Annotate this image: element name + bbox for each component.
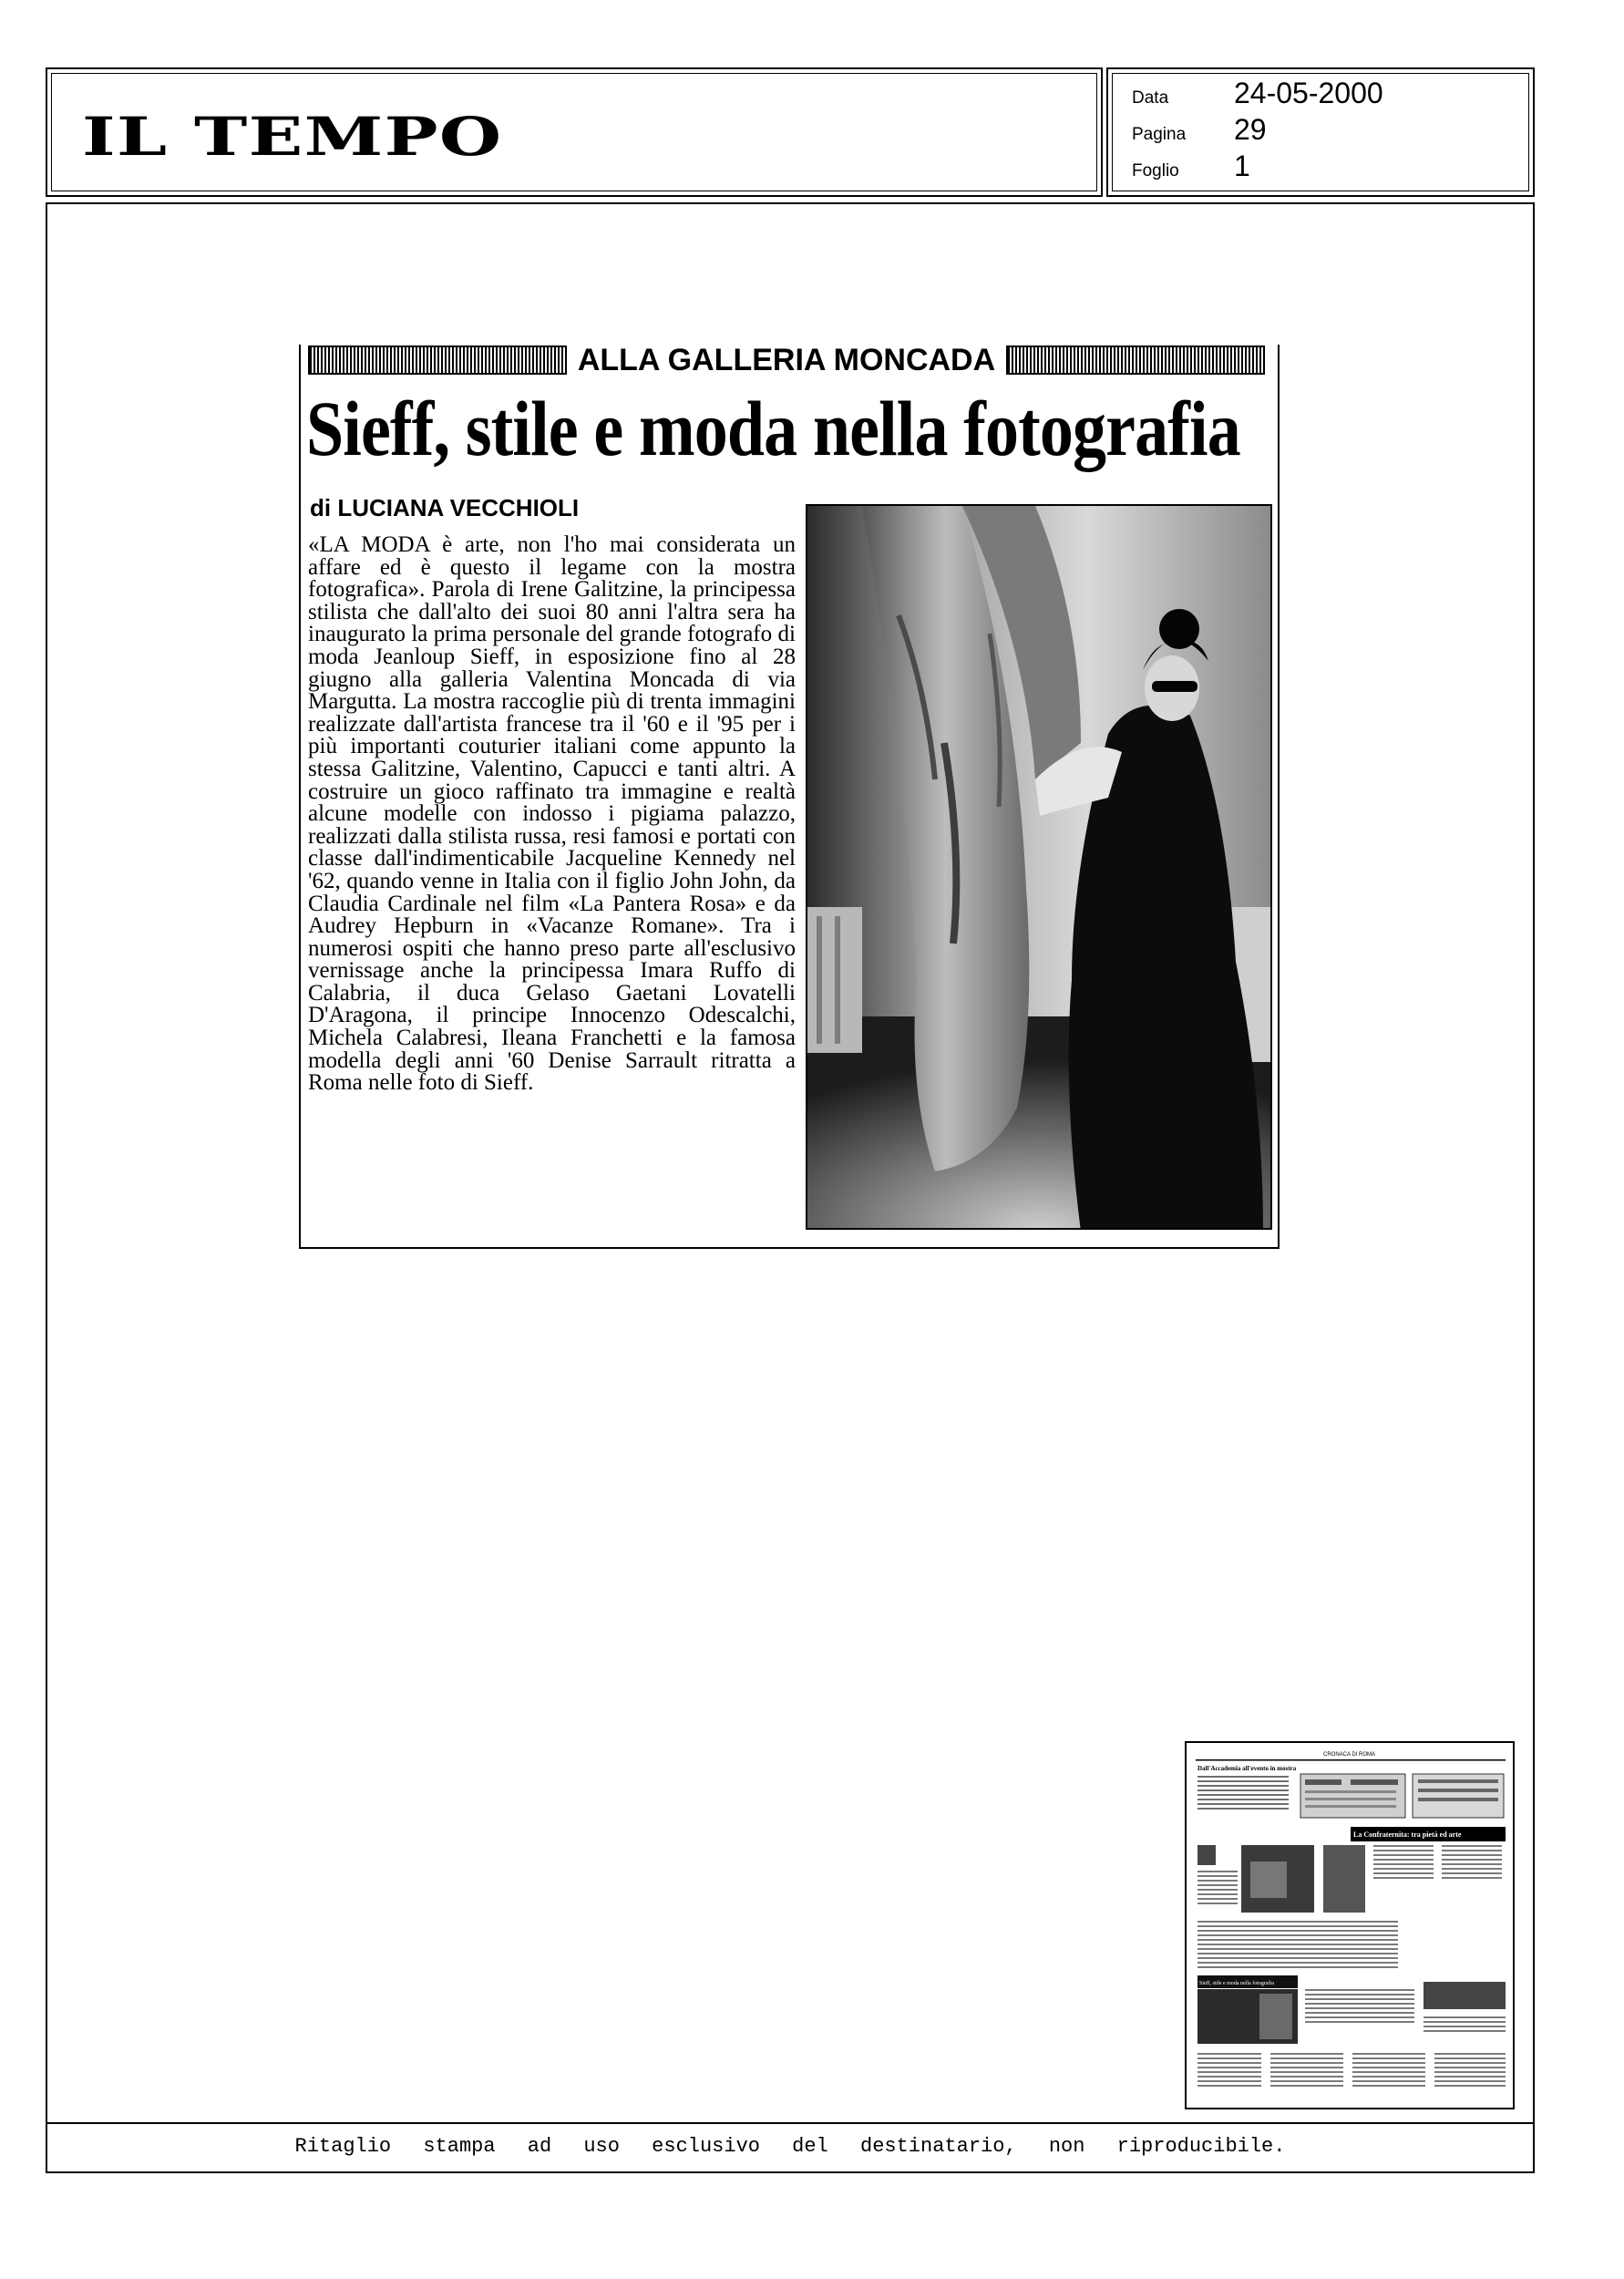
article-kicker: ALLA GALLERIA MONCADA [577,342,996,377]
article-photo [806,504,1272,1230]
thumb-section-label: CRONACA DI ROMA [1323,1752,1376,1758]
article-clipping [299,342,1280,1249]
newspaper-logo [82,106,502,168]
clipping-metadata [1106,67,1535,197]
article-byline: di LUCIANA VECCHIOLI [310,494,580,521]
page-thumbnail [1185,1741,1515,2109]
thumb-story-b: La Confraternita: tra pietà ed arte [1353,1830,1462,1839]
kicker-row [308,342,1265,377]
page-label: Pagina [1132,125,1187,144]
copyright-notice: Ritaglio stampa ad uso esclusivo del destinatario, non riproducibile. [294,2135,1286,2158]
sheet-value: 1 [1234,150,1250,182]
date-value: 24-05-2000 [1234,77,1383,109]
fashion-photo-illustration [807,506,1272,1230]
page-value: 29 [1234,113,1267,146]
kicker-hatch-right [1006,345,1265,375]
page-thumbnail-illustration [1187,1743,1513,2108]
thumb-story-c: Sieff, stile e moda nella fotografia [1199,1981,1274,1986]
page-row [1132,113,1267,147]
logo-text: IL TEMPO [82,106,503,168]
footer-bar [46,2122,1535,2173]
masthead-box [46,67,1103,197]
article-body: «LA MODA è arte, non l'ho mai considerata un affare ed è questo il legame con la mostra fotografica». Parola di Irene Galitzine, la principessa stilista che dall'alto dei suoi 80 anni l'altra sera ha inaugurato la prima personale del grande fotografo di moda Jeanloup Sieff, in esposizione fino al 28 giugno alla galleria Valentina Moncada di via Margutta. La mostra raccoglie più di trenta immagini realizzate dall'artista francese tra il '60 e il '95 per i più importanti couturier italiani come appunto la stessa Galitzine, Valentino, Capucci e tanti altri. A costruire un gioco raffinato tra immagine e realtà alcune modelle con indosso i pigiama palazzo, realizzati dalla stilista russa, resi famosi e portati con classe dall'indimenticabile Jacqueline Kennedy nel '62, quando venne in Italia con il figlio John John, da Claudia Cardinale nel film «La Pantera Rosa» e da Audrey Hepburn in «Vacanze Romane». Tra i numerosi ospiti che hanno preso parte all'esclusivo vernissage anche la principessa Imara Ruffo di Calabria, il duca Gelaso Gaetani Lovatelli D'Aragona, il principe Innocenzo Odescalchi, Michela Calabresi, Ileana Franchetti e la famosa modella degli anni '60 Denise Sarrault ritratta a Roma nelle foto di Sieff. [308,532,796,1096]
sheet-label: Foglio [1132,161,1179,180]
date-row [1132,77,1383,110]
date-label: Data [1132,88,1169,108]
article-headline: Sieff, stile e moda nella fotografia [306,385,1240,472]
kicker-hatch-left [308,345,567,375]
sheet-row [1132,150,1250,183]
thumb-story-a: Dall'Accademia all'evento in mostra [1197,1765,1297,1772]
